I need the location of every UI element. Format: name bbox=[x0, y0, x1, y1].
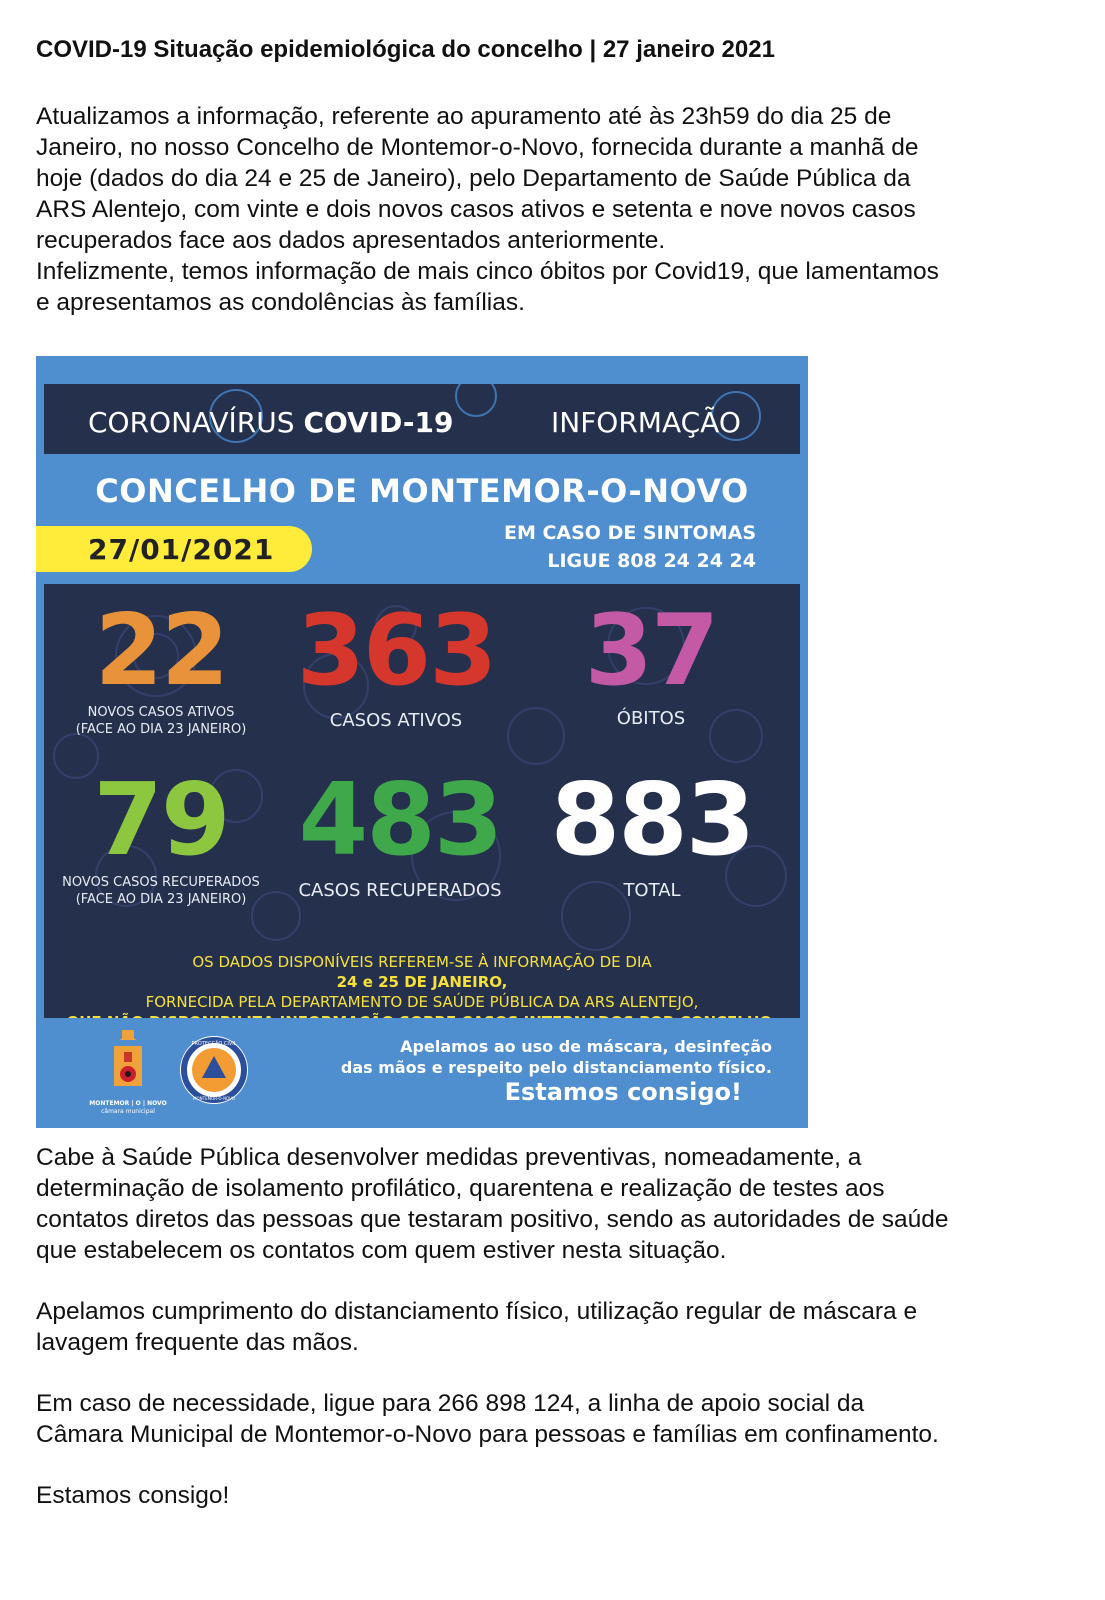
support-line-paragraph bbox=[36, 1388, 1076, 1450]
stat-label: NOVOS CASOS RECUPERADOS bbox=[62, 875, 260, 890]
stat-value: 37 bbox=[584, 594, 718, 708]
intro-paragraph bbox=[36, 101, 1076, 318]
header-coronavirus bbox=[88, 406, 453, 439]
intro-line: Atualizamos a informação, referente ao apuramento até às 23h59 do dia 25 de bbox=[36, 103, 892, 130]
report-date: 27/01/2021 bbox=[88, 533, 275, 566]
intro-line: Janeiro, no nosso Concelho de Montemor-o-Novo, fornecida durante a manhã de bbox=[36, 134, 919, 161]
municipal-logo-icon bbox=[108, 1028, 148, 1100]
stat-label: NOVOS CASOS ATIVOS bbox=[87, 705, 235, 720]
stat-label: TOTAL bbox=[623, 880, 681, 901]
stat-value: 22 bbox=[94, 594, 228, 708]
civil-protection-logo-icon bbox=[178, 1034, 250, 1106]
appeal-text bbox=[341, 1036, 772, 1078]
intro-line: Infelizmente, temos informação de mais cinco óbitos por Covid19, que lamentamos bbox=[36, 258, 939, 285]
paragraph-line: lavagem frequente das mãos. bbox=[36, 1329, 359, 1356]
stat-total bbox=[526, 761, 778, 901]
stat-sublabel: (FACE AO DIA 23 JANEIRO) bbox=[75, 892, 247, 907]
appeal-line: Apelamos ao uso de máscara, desinfeção bbox=[400, 1037, 772, 1056]
municipal-logo-sub: câmara municipal bbox=[101, 1108, 155, 1115]
header-information: INFORMAÇÃO bbox=[551, 406, 741, 439]
paragraph-line: que estabelecem os contatos com quem estiver nesta situação. bbox=[36, 1237, 727, 1264]
intro-line: hoje (dados do dia 24 e 25 de Janeiro), pelo Departamento de Saúde Pública da bbox=[36, 165, 911, 192]
intro-line: ARS Alentejo, com vinte e dois novos casos ativos e setenta e nove novos casos bbox=[36, 196, 916, 223]
closing-line: Estamos consigo! bbox=[36, 1482, 230, 1509]
top-blue-band bbox=[36, 356, 808, 384]
intro-line: recuperados face aos dados apresentados anteriormente. bbox=[36, 227, 666, 254]
prevention-paragraph bbox=[36, 1142, 1076, 1266]
paragraph-line: contatos diretos das pessoas que testaram positivo, sendo as autoridades de saúde bbox=[36, 1206, 949, 1233]
municipal-logo-text bbox=[88, 1100, 168, 1116]
stat-label: ÓBITOS bbox=[616, 708, 686, 729]
stat-recovered bbox=[280, 761, 520, 901]
paragraph-line: Em caso de necessidade, ligue para 266 898 124, a linha de apoio social da bbox=[36, 1390, 865, 1417]
post-title: COVID-19 Situação epidemiológica do concelho | 27 janeiro 2021 bbox=[36, 36, 775, 63]
municipal-logo-name: MONTEMOR | O | NOVO bbox=[89, 1100, 167, 1107]
stat-active bbox=[276, 594, 516, 731]
stat-sublabel: (FACE AO DIA 23 JANEIRO) bbox=[75, 722, 247, 737]
closing-paragraph bbox=[36, 1480, 1076, 1511]
notes-line: FORNECIDA PELA DEPARTAMENTO DE SAÚDE PÚBLICA DA ARS ALENTEJO, bbox=[145, 993, 699, 1011]
stat-new-recovered bbox=[50, 761, 272, 908]
header-covid: COVID-19 bbox=[303, 406, 454, 439]
stat-label: CASOS RECUPERADOS bbox=[298, 880, 502, 901]
stat-label: CASOS ATIVOS bbox=[329, 710, 463, 731]
stat-value: 79 bbox=[93, 761, 229, 878]
notes-dates: 24 e 25 DE JANEIRO, bbox=[336, 973, 508, 991]
stat-new-active bbox=[56, 594, 266, 738]
appeal-paragraph bbox=[36, 1296, 1076, 1358]
appeal-line: das mãos e respeito pelo distanciamento físico. bbox=[340, 1058, 772, 1077]
civil-protection-sub: MONTEMOR-O-NOVO bbox=[193, 1096, 235, 1101]
stat-value: 883 bbox=[550, 761, 754, 878]
civil-protection-text: PROTECÇÃO CIVIL bbox=[191, 1041, 237, 1047]
notes-line-prefix: OS DADOS DISPONÍVEIS REFEREM-SE À INFORMAÇÃO DE DIA bbox=[192, 953, 652, 971]
county-name: CONCELHO DE MONTEMOR-O-NOVO bbox=[95, 472, 749, 510]
intro-line: e apresentamos as condolências às famílias. bbox=[36, 289, 525, 316]
appeal-closing: Estamos consigo! bbox=[504, 1078, 742, 1106]
covid-infographic bbox=[36, 356, 808, 1128]
paragraph-line: Cabe à Saúde Pública desenvolver medidas preventivas, nomeadamente, a bbox=[36, 1144, 862, 1171]
paragraph-line: determinação de isolamento profilático, quarentena e realização de testes aos bbox=[36, 1175, 885, 1202]
symptoms-line: EM CASO DE SINTOMAS bbox=[503, 522, 756, 544]
stat-value: 483 bbox=[298, 761, 502, 878]
header-prefix: CORONAVÍRUS bbox=[88, 406, 304, 439]
hotline-line: LIGUE 808 24 24 24 bbox=[547, 550, 756, 572]
stat-deaths bbox=[546, 594, 756, 729]
notes-line bbox=[36, 952, 808, 992]
paragraph-line: Apelamos cumprimento do distanciamento físico, utilização regular de máscara e bbox=[36, 1298, 918, 1325]
paragraph-line: Câmara Municipal de Montemor-o-Novo para pessoas e famílias em confinamento. bbox=[36, 1421, 939, 1448]
stat-value: 363 bbox=[296, 594, 496, 708]
symptoms-hotline bbox=[504, 519, 756, 575]
